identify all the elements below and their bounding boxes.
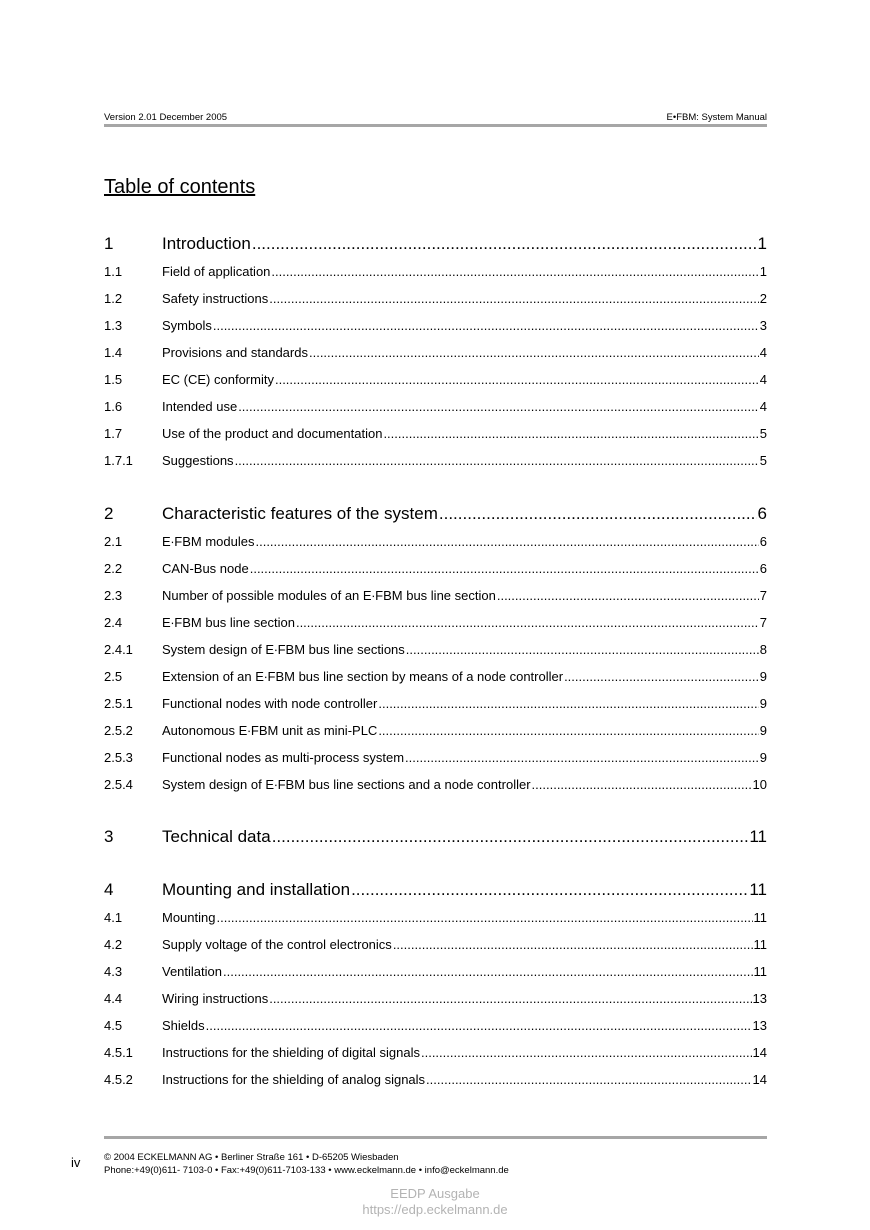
watermark-line-1: EEDP Ausgabe <box>390 1186 480 1201</box>
toc-entry-leader <box>206 1018 752 1033</box>
toc-entry[interactable] <box>104 750 767 765</box>
toc-entry[interactable] <box>104 234 767 254</box>
header-manual-title: E•FBM: System Manual <box>666 112 767 123</box>
toc-entry[interactable] <box>104 453 767 468</box>
toc-entry-title: Functional nodes with node controller <box>162 696 378 711</box>
toc-entry[interactable] <box>104 588 767 603</box>
toc-entry-page: 8 <box>759 642 767 657</box>
toc-entry-page: 4 <box>759 372 767 387</box>
toc-entry[interactable] <box>104 937 767 952</box>
toc-entry-leader <box>497 588 759 603</box>
toc-entry-leader <box>275 372 759 387</box>
toc-entry[interactable] <box>104 1045 767 1060</box>
toc-entry-number: 2.4 <box>104 615 123 630</box>
header-rule <box>104 124 767 127</box>
toc-entry-leader <box>406 642 759 657</box>
page-footer <box>104 1151 509 1177</box>
toc-entry-page: 2 <box>759 291 767 306</box>
toc-entry-title: E∙FBM bus line section <box>162 615 295 630</box>
toc-entry-title: Introduction <box>162 234 251 253</box>
toc-entry-number: 4.4 <box>104 991 123 1006</box>
toc-entry-number: 4 <box>104 880 114 899</box>
toc-entry[interactable] <box>104 991 767 1006</box>
toc-entry-number: 2.5.2 <box>104 723 133 738</box>
toc-entry-page: 11 <box>753 910 767 925</box>
toc-entry-title: Supply voltage of the control electronics <box>162 937 392 952</box>
footer-address: © 2004 ECKELMANN AG • Berliner Straße 161 • D-65205 Wiesbaden <box>104 1152 399 1163</box>
toc-entry[interactable] <box>104 399 767 414</box>
page-header <box>104 112 767 124</box>
toc-entry-leader <box>426 1072 751 1087</box>
toc-entry-leader <box>405 750 759 765</box>
toc-entry-title: Number of possible modules of an E∙FBM bus line section <box>162 588 496 603</box>
toc-entry-number: 3 <box>104 827 114 846</box>
toc-entry[interactable] <box>104 669 767 684</box>
toc-entry-page: 13 <box>752 991 767 1006</box>
toc-entry-title: Instructions for the shielding of digital signals <box>162 1045 420 1060</box>
toc-entry-page: 7 <box>759 615 767 630</box>
toc-entry-number: 1.6 <box>104 399 123 414</box>
toc-entry-page: 11 <box>749 880 767 899</box>
toc-entry-leader <box>309 345 759 360</box>
toc-entry-leader <box>296 615 759 630</box>
toc-entry-title: Ventilation <box>162 964 222 979</box>
toc-entry-leader <box>252 234 757 254</box>
toc-entry-title: Mounting and installation <box>162 880 351 899</box>
page-number: iv <box>71 1155 81 1170</box>
toc-entry-number: 2.5.1 <box>104 696 133 711</box>
toc-entry-title: Functional nodes as multi-process system <box>162 750 405 765</box>
toc-entry-leader <box>235 453 759 468</box>
toc-entry-number: 2.2 <box>104 561 123 576</box>
toc-entry-number: 2.1 <box>104 534 123 549</box>
toc-entry-title: Suggestions <box>162 453 234 468</box>
toc-entry-page: 11 <box>749 827 767 846</box>
toc-entry-number: 4.3 <box>104 964 123 979</box>
toc-entry-page: 1 <box>757 234 767 253</box>
toc-entry-number: 1.5 <box>104 372 123 387</box>
toc-entry[interactable] <box>104 777 767 792</box>
toc-entry-page: 6 <box>757 504 767 523</box>
toc-entry-number: 4.5.2 <box>104 1072 133 1087</box>
toc-entry-page: 3 <box>759 318 767 333</box>
page-title: Table of contents <box>104 176 256 198</box>
toc-entry-leader <box>383 426 758 441</box>
toc-entry-title: Characteristic features of the system <box>162 504 438 523</box>
toc-entry-number: 1.2 <box>104 291 123 306</box>
toc-entry[interactable] <box>104 827 767 847</box>
toc-entry-page: 9 <box>759 696 767 711</box>
toc-entry[interactable] <box>104 372 767 387</box>
toc-entry[interactable] <box>104 880 767 900</box>
toc-entry-title: EC (CE) conformity <box>162 372 274 387</box>
toc-entry-number: 1 <box>104 234 114 253</box>
toc-entry-number: 2.5.3 <box>104 750 133 765</box>
toc-entry-leader <box>378 723 758 738</box>
toc-entry-page: 9 <box>759 723 767 738</box>
toc-entry-number: 4.1 <box>104 910 123 925</box>
toc-entry-leader <box>564 669 759 684</box>
toc-entry-leader <box>421 1045 752 1060</box>
toc-entry-title: Provisions and standards <box>162 345 308 360</box>
toc-entry[interactable] <box>104 264 767 279</box>
toc-entry-leader <box>393 937 753 952</box>
toc-entry-page: 11 <box>753 937 767 952</box>
toc-entry-page: 6 <box>759 561 767 576</box>
toc-entry-leader <box>351 880 748 900</box>
toc-entry-leader <box>213 318 759 333</box>
toc-entry-page: 4 <box>759 399 767 414</box>
toc-entry-number: 2.4.1 <box>104 642 133 657</box>
toc-entry-page: 13 <box>752 1018 767 1033</box>
toc-entry[interactable] <box>104 318 767 333</box>
toc-entry-leader <box>255 534 758 549</box>
toc-entry-title: E∙FBM modules <box>162 534 255 549</box>
toc-entry-leader <box>378 696 758 711</box>
toc-entry[interactable] <box>104 615 767 630</box>
watermark <box>0 1186 870 1218</box>
toc-entry[interactable] <box>104 345 767 360</box>
toc-entry-number: 1.4 <box>104 345 123 360</box>
toc-entry[interactable] <box>104 504 767 524</box>
toc-entry-leader <box>269 991 751 1006</box>
toc-entry-title: System design of E∙FBM bus line sections <box>162 642 405 657</box>
toc-entry-number: 4.5.1 <box>104 1045 133 1060</box>
toc-entry-title: Intended use <box>162 399 238 414</box>
toc-entry[interactable] <box>104 561 767 576</box>
toc-entry-title: Wiring instructions <box>162 991 269 1006</box>
toc-entry-title: Shields <box>162 1018 205 1033</box>
toc-entry-number: 1.7 <box>104 426 123 441</box>
toc-entry-page: 5 <box>759 453 767 468</box>
toc-entry-leader <box>250 561 759 576</box>
toc-entry-number: 2 <box>104 504 114 523</box>
toc-entry[interactable] <box>104 723 767 738</box>
toc-entry-leader <box>238 399 759 414</box>
toc-entry-leader <box>216 910 752 925</box>
toc-entry-title: Technical data <box>162 827 271 846</box>
toc-entry[interactable] <box>104 964 767 979</box>
toc-entry-number: 1.7.1 <box>104 453 133 468</box>
toc-entry[interactable] <box>104 1018 767 1033</box>
toc-entry-number: 2.3 <box>104 588 123 603</box>
toc-entry-title: CAN-Bus node <box>162 561 249 576</box>
toc-entry-page: 4 <box>759 345 767 360</box>
toc-entry-page: 1 <box>759 264 767 279</box>
toc-entry[interactable] <box>104 291 767 306</box>
toc-entry-title: Mounting <box>162 910 216 925</box>
toc-entry-title: Extension of an E∙FBM bus line section by means of a node controller <box>162 669 564 684</box>
toc-entry-page: 9 <box>759 669 767 684</box>
toc-entry-leader <box>269 291 759 306</box>
toc-entry-leader <box>439 504 757 524</box>
toc-entry-title: Use of the product and documentation <box>162 426 383 441</box>
footer-contact: Phone:+49(0)611- 7103-0 • Fax:+49(0)611-7103-133 • www.eckelmann.de • info@eckelmann.de <box>104 1165 509 1176</box>
toc-entry[interactable] <box>104 696 767 711</box>
toc-entry-leader <box>223 964 753 979</box>
toc-entry-page: 6 <box>759 534 767 549</box>
toc-entry-title: System design of E∙FBM bus line sections and a node controller <box>162 777 531 792</box>
footer-rule <box>104 1136 767 1139</box>
toc-entry[interactable] <box>104 1072 767 1087</box>
toc-entry-number: 4.5 <box>104 1018 123 1033</box>
toc-entry-number: 2.5.4 <box>104 777 133 792</box>
header-version: Version 2.01 December 2005 <box>104 112 228 123</box>
toc-entry[interactable] <box>104 426 767 441</box>
toc-entry-page: 9 <box>759 750 767 765</box>
toc-entry-number: 1.3 <box>104 318 123 333</box>
toc-entry-number: 1.1 <box>104 264 123 279</box>
watermark-line-2: https://edp.eckelmann.de <box>362 1202 508 1217</box>
toc-entry-page: 14 <box>752 1045 767 1060</box>
toc-entry-page: 5 <box>759 426 767 441</box>
toc-entry[interactable] <box>104 910 767 925</box>
toc-entry[interactable] <box>104 642 767 657</box>
toc-entry-title: Symbols <box>162 318 212 333</box>
toc-entry[interactable] <box>104 534 767 549</box>
toc-entry-title: Safety instructions <box>162 291 269 306</box>
toc-entry-title: Field of application <box>162 264 271 279</box>
toc-entry-title: Autonomous E∙FBM unit as mini-PLC <box>162 723 378 738</box>
toc-entry-leader <box>271 264 758 279</box>
toc-entry-leader <box>532 777 752 792</box>
toc-entry-page: 11 <box>753 964 767 979</box>
toc-entry-title: Instructions for the shielding of analog signals <box>162 1072 426 1087</box>
toc-entry-page: 10 <box>752 777 767 792</box>
toc-entry-number: 4.2 <box>104 937 123 952</box>
toc-entry-leader <box>272 827 749 847</box>
toc-entry-page: 14 <box>752 1072 767 1087</box>
toc-entry-number: 2.5 <box>104 669 123 684</box>
toc-entry-page: 7 <box>759 588 767 603</box>
